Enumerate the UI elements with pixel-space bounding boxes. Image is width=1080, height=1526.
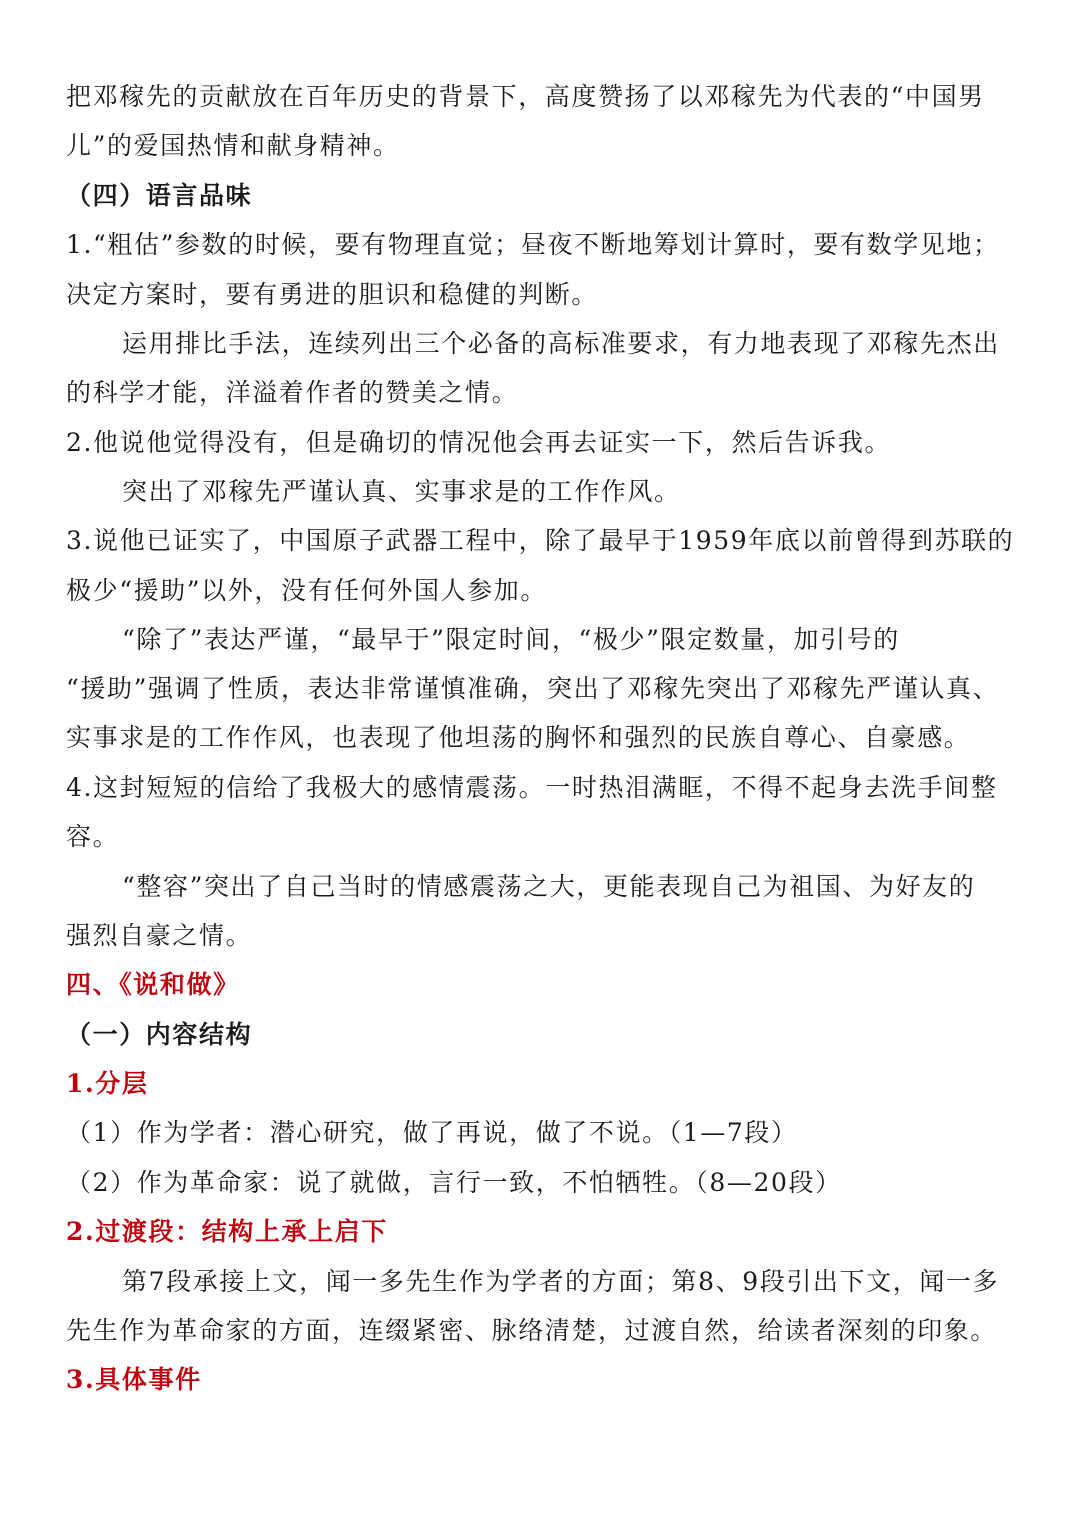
subheading-transition: 2.过渡段：结构上承上启下 [66,1217,388,1246]
list-item-3: 3.说他已证实了，中国原子武器工程中，除了最早于1959年底以前曾得到苏联的 [66,526,1015,555]
paragraph-line: 容。 [66,822,120,851]
paragraph-line: 把邓稼先的贡献放在百年历史的背景下，高度赞扬了以邓稼先为代表的“中国男 [66,82,985,111]
chapter-heading-shuo-he-zuo: 四、《说和做》 [66,970,240,999]
layer-item-1: （1）作为学者：潜心研究，做了再说，做了不说。（1—7段） [66,1118,798,1147]
analysis-line: 的科学才能，洋溢着作者的赞美之情。 [66,378,519,407]
analysis-line: 实事求是的工作作风，也表现了他坦荡的胸怀和强烈的民族自尊心、自豪感。 [66,723,971,752]
paragraph-line: 极少“援助”以外，没有任何外国人参加。 [66,576,547,605]
analysis-line: 强烈自豪之情。 [66,921,253,950]
list-item-4: 4.这封短短的信给了我极大的感情震荡。一时热泪满眶，不得不起身去洗手间整 [66,773,998,802]
analysis-line: “整容”突出了自己当时的情感震荡之大，更能表现自己为祖国、为好友的 [122,872,976,901]
list-item-2: 2.他说他觉得没有，但是确切的情况他会再去证实一下，然后告诉我。 [66,428,892,457]
paragraph-line: 先生作为革命家的方面，连缀紧密、脉络清楚，过渡自然，给读者深刻的印象。 [66,1316,998,1345]
section-heading-structure: （一）内容结构 [66,1020,253,1049]
paragraph-line: 决定方案时，要有勇进的胆识和稳健的判断。 [66,280,599,309]
subheading-events: 3.具体事件 [66,1365,202,1394]
analysis-line: 运用排比手法，连续列出三个必备的高标准要求，有力地表现了邓稼先杰出 [122,329,1000,358]
analysis-line: “援助”强调了性质，表达非常谨慎准确，突出了邓稼先突出了邓稼先严谨认真、 [66,674,1000,703]
analysis-line: “除了”表达严谨，“最早于”限定时间，“极少”限定数量，加引号的 [122,625,900,654]
layer-item-2: （2）作为革命家：说了就做，言行一致，不怕牺牲。（8—20段） [66,1168,842,1197]
list-item-1: 1.“粗估”参数的时候，要有物理直觉；昼夜不断地筹划计算时，要有数学见地； [66,230,1000,259]
paragraph-line: 儿”的爱国热情和献身精神。 [66,131,400,160]
analysis-line: 突出了邓稼先严谨认真、实事求是的工作作风。 [122,477,681,506]
section-heading-language: （四）语言品味 [66,181,253,210]
subheading-layers: 1.分层 [66,1069,149,1098]
paragraph-line: 第7段承接上文，闻一多先生作为学者的方面；第8、9段引出下文，闻一多 [122,1267,1000,1296]
